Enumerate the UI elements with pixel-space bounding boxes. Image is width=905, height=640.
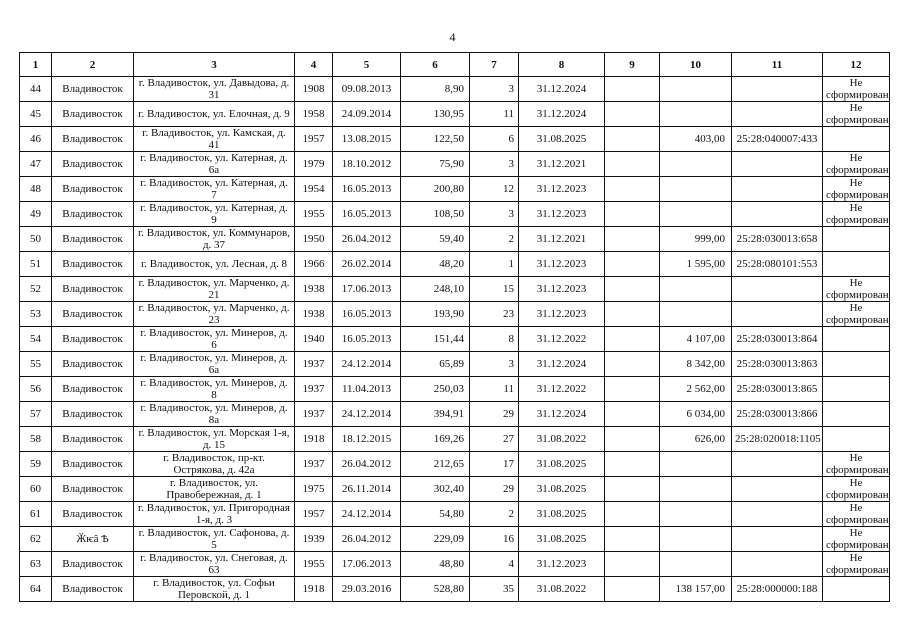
table-row xyxy=(20,502,890,527)
cadastral-number-cell xyxy=(732,552,823,577)
due-date-cell: 31.08.2025 xyxy=(519,502,605,527)
page-number: 4 xyxy=(449,30,456,44)
city-cell: Владивосток xyxy=(52,502,134,527)
address-cell: г. Владивосток, ул. Камская, д. 41 xyxy=(134,127,295,152)
year-cell: 1939 xyxy=(295,527,333,552)
city-cell: Владивосток xyxy=(52,152,134,177)
col-header-1: 1 xyxy=(20,53,52,77)
city-cell: Владивосток xyxy=(52,77,134,102)
col-header-6: 6 xyxy=(401,53,470,77)
row-number: 55 xyxy=(20,352,52,377)
row-number: 49 xyxy=(20,202,52,227)
col9-cell xyxy=(605,327,660,352)
col9-cell xyxy=(605,227,660,252)
count-cell: 4 xyxy=(470,552,519,577)
col-header-7: 7 xyxy=(470,53,519,77)
table-row xyxy=(20,552,890,577)
col9-cell xyxy=(605,452,660,477)
col-header-10: 10 xyxy=(660,53,732,77)
status-cell xyxy=(823,127,890,152)
row-number: 46 xyxy=(20,127,52,152)
cadastral-number-cell xyxy=(732,202,823,227)
col-header-5: 5 xyxy=(333,53,401,77)
value-cell xyxy=(660,552,732,577)
cadastral-number-cell xyxy=(732,177,823,202)
area-cell: 48,80 xyxy=(401,552,470,577)
status-cell xyxy=(823,252,890,277)
address-cell: г. Владивосток, ул. Марченко, д. 21 xyxy=(134,277,295,302)
due-date-cell: 31.12.2023 xyxy=(519,552,605,577)
row-number: 44 xyxy=(20,77,52,102)
date-cell: 24.12.2014 xyxy=(333,352,401,377)
area-cell: 229,09 xyxy=(401,527,470,552)
date-cell: 26.04.2012 xyxy=(333,527,401,552)
table-row xyxy=(20,577,890,602)
city-cell: Владивосток xyxy=(52,252,134,277)
due-date-cell: 31.12.2023 xyxy=(519,202,605,227)
year-cell: 1958 xyxy=(295,102,333,127)
value-cell: 8 342,00 xyxy=(660,352,732,377)
status-cell xyxy=(823,577,890,602)
year-cell: 1938 xyxy=(295,277,333,302)
value-cell xyxy=(660,277,732,302)
col-header-3: 3 xyxy=(134,53,295,77)
value-cell xyxy=(660,302,732,327)
col9-cell xyxy=(605,252,660,277)
value-cell: 4 107,00 xyxy=(660,327,732,352)
year-cell: 1918 xyxy=(295,427,333,452)
table-row xyxy=(20,277,890,302)
city-cell: Владивосток xyxy=(52,177,134,202)
table-row xyxy=(20,227,890,252)
registry-table xyxy=(19,52,890,602)
year-cell: 1957 xyxy=(295,127,333,152)
row-number: 48 xyxy=(20,177,52,202)
col9-cell xyxy=(605,302,660,327)
table-row xyxy=(20,177,890,202)
value-cell xyxy=(660,527,732,552)
year-cell: 1957 xyxy=(295,502,333,527)
row-number: 47 xyxy=(20,152,52,177)
year-cell: 1908 xyxy=(295,77,333,102)
year-cell: 1966 xyxy=(295,252,333,277)
status-cell xyxy=(823,427,890,452)
value-cell: 2 562,00 xyxy=(660,377,732,402)
address-cell: г. Владивосток, ул. Лесная, д. 8 xyxy=(134,252,295,277)
date-cell: 13.08.2015 xyxy=(333,127,401,152)
count-cell: 6 xyxy=(470,127,519,152)
status-cell: Не сформирован xyxy=(823,152,890,177)
count-cell: 23 xyxy=(470,302,519,327)
city-cell: Владивосток xyxy=(52,377,134,402)
col9-cell xyxy=(605,552,660,577)
area-cell: 130,95 xyxy=(401,102,470,127)
area-cell: 8,90 xyxy=(401,77,470,102)
area-cell: 54,80 xyxy=(401,502,470,527)
cadastral-number-cell xyxy=(732,102,823,127)
table-row xyxy=(20,427,890,452)
area-cell: 59,40 xyxy=(401,227,470,252)
value-cell: 138 157,00 xyxy=(660,577,732,602)
row-number: 56 xyxy=(20,377,52,402)
col9-cell xyxy=(605,202,660,227)
col-header-9: 9 xyxy=(605,53,660,77)
col9-cell xyxy=(605,427,660,452)
status-cell: Не сформирован xyxy=(823,452,890,477)
address-cell: г. Владивосток, ул. Минеров, д. 6 xyxy=(134,327,295,352)
col9-cell xyxy=(605,127,660,152)
row-number: 52 xyxy=(20,277,52,302)
value-cell xyxy=(660,452,732,477)
date-cell: 24.09.2014 xyxy=(333,102,401,127)
year-cell: 1938 xyxy=(295,302,333,327)
row-number: 64 xyxy=(20,577,52,602)
status-cell: Не сформирован xyxy=(823,177,890,202)
city-cell: Владивосток xyxy=(52,477,134,502)
count-cell: 17 xyxy=(470,452,519,477)
col9-cell xyxy=(605,527,660,552)
due-date-cell: 31.08.2025 xyxy=(519,127,605,152)
status-cell: Не сформирован xyxy=(823,302,890,327)
area-cell: 169,26 xyxy=(401,427,470,452)
cadastral-number-cell: 25:28:000000:188 xyxy=(732,577,823,602)
table-row xyxy=(20,252,890,277)
header-row xyxy=(20,53,890,77)
table-row xyxy=(20,377,890,402)
date-cell: 26.04.2012 xyxy=(333,227,401,252)
date-cell: 16.05.2013 xyxy=(333,327,401,352)
city-cell: Владивосток xyxy=(52,402,134,427)
cadastral-number-cell xyxy=(732,477,823,502)
value-cell xyxy=(660,77,732,102)
cadastral-number-cell xyxy=(732,152,823,177)
address-cell: г. Владивосток, ул. Пригородная 1-я, д. 3 xyxy=(134,502,295,527)
status-cell xyxy=(823,377,890,402)
due-date-cell: 31.12.2024 xyxy=(519,102,605,127)
count-cell: 3 xyxy=(470,152,519,177)
date-cell: 16.05.2013 xyxy=(333,202,401,227)
row-number: 51 xyxy=(20,252,52,277)
status-cell xyxy=(823,327,890,352)
row-number: 62 xyxy=(20,527,52,552)
col-header-12: 12 xyxy=(823,53,890,77)
city-cell: Владивосток xyxy=(52,327,134,352)
due-date-cell: 31.12.2022 xyxy=(519,327,605,352)
value-cell xyxy=(660,477,732,502)
cadastral-number-cell: 25:28:030013:863 xyxy=(732,352,823,377)
count-cell: 29 xyxy=(470,477,519,502)
due-date-cell: 31.12.2023 xyxy=(519,302,605,327)
row-number: 58 xyxy=(20,427,52,452)
date-cell: 17.06.2013 xyxy=(333,277,401,302)
status-cell: Не сформирован xyxy=(823,277,890,302)
table-row xyxy=(20,102,890,127)
count-cell: 2 xyxy=(470,227,519,252)
address-cell: г. Владивосток, ул. Катерная, д. 7 xyxy=(134,177,295,202)
address-cell: г. Владивосток, ул. Минеров, д. 8а xyxy=(134,402,295,427)
address-cell: г. Владивосток, ул. Минеров, д. 8 xyxy=(134,377,295,402)
city-cell: Владивосток xyxy=(52,552,134,577)
date-cell: 29.03.2016 xyxy=(333,577,401,602)
count-cell: 16 xyxy=(470,527,519,552)
col9-cell xyxy=(605,377,660,402)
year-cell: 1937 xyxy=(295,377,333,402)
row-number: 54 xyxy=(20,327,52,352)
col-header-8: 8 xyxy=(519,53,605,77)
cadastral-number-cell: 25:28:030013:864 xyxy=(732,327,823,352)
table-row xyxy=(20,202,890,227)
cadastral-number-cell: 25:28:030013:658 xyxy=(732,227,823,252)
row-number: 53 xyxy=(20,302,52,327)
count-cell: 15 xyxy=(470,277,519,302)
area-cell: 250,03 xyxy=(401,377,470,402)
area-cell: 212,65 xyxy=(401,452,470,477)
year-cell: 1937 xyxy=(295,402,333,427)
cadastral-number-cell xyxy=(732,502,823,527)
due-date-cell: 31.08.2022 xyxy=(519,577,605,602)
year-cell: 1937 xyxy=(295,352,333,377)
cadastral-number-cell xyxy=(732,277,823,302)
due-date-cell: 31.08.2025 xyxy=(519,477,605,502)
due-date-cell: 31.12.2023 xyxy=(519,177,605,202)
city-cell: Владивосток xyxy=(52,202,134,227)
date-cell: 17.06.2013 xyxy=(333,552,401,577)
table-row xyxy=(20,77,890,102)
status-cell xyxy=(823,227,890,252)
row-number: 50 xyxy=(20,227,52,252)
date-cell: 24.12.2014 xyxy=(333,502,401,527)
value-cell: 1 595,00 xyxy=(660,252,732,277)
count-cell: 3 xyxy=(470,202,519,227)
city-cell: Владивосток xyxy=(52,127,134,152)
due-date-cell: 31.08.2025 xyxy=(519,452,605,477)
count-cell: 11 xyxy=(470,102,519,127)
count-cell: 27 xyxy=(470,427,519,452)
date-cell: 26.04.2012 xyxy=(333,452,401,477)
area-cell: 248,10 xyxy=(401,277,470,302)
area-cell: 193,90 xyxy=(401,302,470,327)
count-cell: 35 xyxy=(470,577,519,602)
row-number: 45 xyxy=(20,102,52,127)
address-cell: г. Владивосток, ул. Правобережная, д. 1 xyxy=(134,477,295,502)
status-cell: Не сформирован xyxy=(823,102,890,127)
year-cell: 1940 xyxy=(295,327,333,352)
area-cell: 394,91 xyxy=(401,402,470,427)
city-cell: Владивосток xyxy=(52,352,134,377)
value-cell xyxy=(660,152,732,177)
date-cell: 24.12.2014 xyxy=(333,402,401,427)
status-cell: Не сформирован xyxy=(823,77,890,102)
date-cell: 18.10.2012 xyxy=(333,152,401,177)
count-cell: 1 xyxy=(470,252,519,277)
col9-cell xyxy=(605,502,660,527)
year-cell: 1937 xyxy=(295,452,333,477)
address-cell: г. Владивосток, ул. Сафонова, д. 5 xyxy=(134,527,295,552)
row-number: 57 xyxy=(20,402,52,427)
city-cell: Владивосток xyxy=(52,577,134,602)
cadastral-number-cell: 25:28:030013:866 xyxy=(732,402,823,427)
col9-cell xyxy=(605,152,660,177)
city-cell: Владивосток xyxy=(52,227,134,252)
table-row xyxy=(20,127,890,152)
area-cell: 65,89 xyxy=(401,352,470,377)
year-cell: 1954 xyxy=(295,177,333,202)
year-cell: 1955 xyxy=(295,552,333,577)
area-cell: 48,20 xyxy=(401,252,470,277)
city-cell: Владивосток xyxy=(52,102,134,127)
value-cell xyxy=(660,202,732,227)
cadastral-number-cell: 25:28:030013:865 xyxy=(732,377,823,402)
value-cell xyxy=(660,102,732,127)
due-date-cell: 31.12.2024 xyxy=(519,77,605,102)
col9-cell xyxy=(605,77,660,102)
count-cell: 3 xyxy=(470,352,519,377)
value-cell: 6 034,00 xyxy=(660,402,732,427)
col9-cell xyxy=(605,402,660,427)
address-cell: г. Владивосток, ул. Коммунаров, д. 37 xyxy=(134,227,295,252)
status-cell xyxy=(823,402,890,427)
area-cell: 122,50 xyxy=(401,127,470,152)
address-cell: г. Владивосток, ул. Елочная, д. 9 xyxy=(134,102,295,127)
area-cell: 528,80 xyxy=(401,577,470,602)
col9-cell xyxy=(605,352,660,377)
area-cell: 75,90 xyxy=(401,152,470,177)
table-row xyxy=(20,327,890,352)
year-cell: 1975 xyxy=(295,477,333,502)
address-cell: г. Владивосток, ул. Снеговая, д. 63 xyxy=(134,552,295,577)
area-cell: 302,40 xyxy=(401,477,470,502)
area-cell: 108,50 xyxy=(401,202,470,227)
value-cell xyxy=(660,502,732,527)
cadastral-number-cell: 25:28:080101:553 xyxy=(732,252,823,277)
table-row xyxy=(20,527,890,552)
table-row xyxy=(20,477,890,502)
address-cell: г. Владивосток, ул. Морская 1-я, д. 15 xyxy=(134,427,295,452)
status-cell: Не сформирован xyxy=(823,202,890,227)
cadastral-number-cell xyxy=(732,302,823,327)
col9-cell xyxy=(605,477,660,502)
address-cell: г. Владивосток, ул. Катерная, д. 6а xyxy=(134,152,295,177)
value-cell: 999,00 xyxy=(660,227,732,252)
col-header-11: 11 xyxy=(732,53,823,77)
col9-cell xyxy=(605,177,660,202)
city-cell: Владивосток xyxy=(52,427,134,452)
date-cell: 16.05.2013 xyxy=(333,177,401,202)
cadastral-number-cell xyxy=(732,527,823,552)
status-cell: Не сформирован xyxy=(823,502,890,527)
date-cell: 11.04.2013 xyxy=(333,377,401,402)
address-cell: г. Владивосток, пр-кт. Острякова, д. 42а xyxy=(134,452,295,477)
row-number: 59 xyxy=(20,452,52,477)
col-header-4: 4 xyxy=(295,53,333,77)
area-cell: 151,44 xyxy=(401,327,470,352)
date-cell: 18.12.2015 xyxy=(333,427,401,452)
date-cell: 26.11.2014 xyxy=(333,477,401,502)
value-cell: 626,00 xyxy=(660,427,732,452)
due-date-cell: 31.12.2023 xyxy=(519,277,605,302)
count-cell: 11 xyxy=(470,377,519,402)
count-cell: 3 xyxy=(470,77,519,102)
address-cell: г. Владивосток, ул. Марченко, д. 23 xyxy=(134,302,295,327)
table-row xyxy=(20,302,890,327)
city-cell: Владивосток xyxy=(52,277,134,302)
status-cell: Не сформирован xyxy=(823,527,890,552)
cadastral-number-cell xyxy=(732,452,823,477)
address-cell: г. Владивосток, ул. Давыдова, д. 31 xyxy=(134,77,295,102)
cadastral-number-cell xyxy=(732,77,823,102)
city-cell: Ӂѥâ Ѣ xyxy=(52,527,134,552)
row-number: 60 xyxy=(20,477,52,502)
table-row xyxy=(20,352,890,377)
row-number: 61 xyxy=(20,502,52,527)
status-cell xyxy=(823,352,890,377)
cadastral-number-cell: 25:28:040007:433 xyxy=(732,127,823,152)
year-cell: 1918 xyxy=(295,577,333,602)
city-cell: Владивосток xyxy=(52,302,134,327)
address-cell: г. Владивосток, ул. Минеров, д. 6а xyxy=(134,352,295,377)
date-cell: 16.05.2013 xyxy=(333,302,401,327)
col-header-2: 2 xyxy=(52,53,134,77)
due-date-cell: 31.12.2023 xyxy=(519,252,605,277)
count-cell: 12 xyxy=(470,177,519,202)
col9-cell xyxy=(605,102,660,127)
year-cell: 1955 xyxy=(295,202,333,227)
due-date-cell: 31.12.2022 xyxy=(519,377,605,402)
count-cell: 2 xyxy=(470,502,519,527)
due-date-cell: 31.08.2025 xyxy=(519,527,605,552)
value-cell xyxy=(660,177,732,202)
status-cell: Не сформирован xyxy=(823,477,890,502)
col9-cell xyxy=(605,277,660,302)
due-date-cell: 31.12.2021 xyxy=(519,152,605,177)
due-date-cell: 31.12.2024 xyxy=(519,352,605,377)
table-row xyxy=(20,452,890,477)
table-row xyxy=(20,152,890,177)
row-number: 63 xyxy=(20,552,52,577)
address-cell: г. Владивосток, ул. Катерная, д. 9 xyxy=(134,202,295,227)
count-cell: 29 xyxy=(470,402,519,427)
cadastral-number-cell: 25:28:020018:1105 xyxy=(732,427,823,452)
city-cell: Владивосток xyxy=(52,452,134,477)
due-date-cell: 31.08.2022 xyxy=(519,427,605,452)
due-date-cell: 31.12.2021 xyxy=(519,227,605,252)
col9-cell xyxy=(605,577,660,602)
table-row xyxy=(20,402,890,427)
year-cell: 1950 xyxy=(295,227,333,252)
date-cell: 26.02.2014 xyxy=(333,252,401,277)
value-cell: 403,00 xyxy=(660,127,732,152)
count-cell: 8 xyxy=(470,327,519,352)
status-cell: Не сформирован xyxy=(823,552,890,577)
due-date-cell: 31.12.2024 xyxy=(519,402,605,427)
date-cell: 09.08.2013 xyxy=(333,77,401,102)
year-cell: 1979 xyxy=(295,152,333,177)
area-cell: 200,80 xyxy=(401,177,470,202)
address-cell: г. Владивосток, ул. Софьи Перовской, д. 1 xyxy=(134,577,295,602)
